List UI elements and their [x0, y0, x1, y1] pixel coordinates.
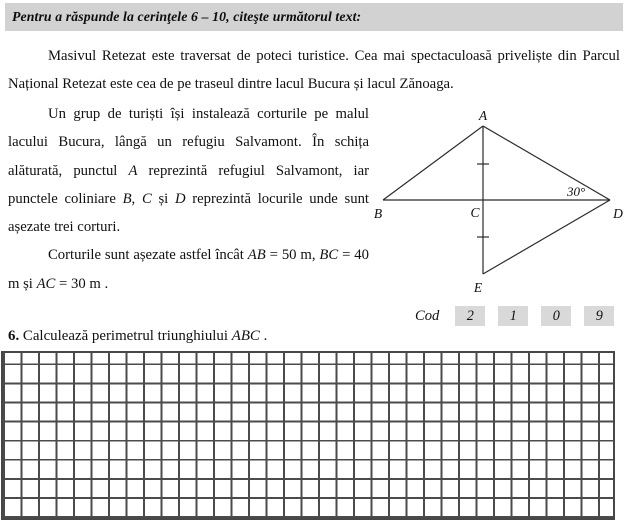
- point-d-ref: D: [174, 190, 186, 207]
- code-digit-box: 9: [584, 306, 614, 326]
- segment-ab-ref: AB: [247, 247, 266, 264]
- setup-text: reprezintă refugiul Salvamont, iar punctele coliniare: [8, 162, 370, 207]
- point-c-ref: C: [141, 190, 152, 207]
- question-end: .: [259, 328, 268, 344]
- point-label-b: B: [373, 206, 383, 221]
- measures-paragraph: [8, 241, 369, 298]
- segment-ac-ref: AC: [36, 275, 56, 292]
- segment-ad: [483, 126, 610, 200]
- geometry-figure: [368, 106, 627, 300]
- question-6: [8, 326, 620, 346]
- setup-paragraph: [8, 100, 369, 241]
- segment-ed: [483, 200, 610, 274]
- setup-text: Un grup de turiști își instalează corturile pe malul lacului Bucura, lângă un refugiu Salvamont. În schița alăturată, punctul: [8, 106, 369, 179]
- measures-text: Corturile sunt așezate astfel încât: [48, 247, 248, 264]
- segment-ba: [383, 126, 483, 200]
- text-column: [8, 100, 369, 298]
- setup-text: și: [151, 190, 175, 207]
- code-row: [415, 306, 614, 326]
- answer-grid: [1, 351, 615, 520]
- question-number: 6.: [8, 328, 20, 344]
- point-label-c: C: [470, 205, 480, 220]
- instruction-banner: [5, 3, 623, 31]
- point-a-ref: A: [128, 162, 138, 179]
- instruction-banner-text: Pentru a răspunde la cerinţele 6 – 10, citeşte următorul text:: [12, 9, 362, 24]
- measures-text: = 40 m și: [8, 247, 369, 292]
- triangle-abc-ref: ABC: [231, 328, 260, 344]
- measures-text: = 50 m,: [265, 247, 320, 264]
- point-label-e: E: [473, 280, 483, 295]
- point-label-a: A: [478, 108, 488, 123]
- measures-text: = 30 m .: [55, 275, 109, 292]
- angle-label-30: 30°: [567, 184, 586, 199]
- question-text: Calculează perimetrul triunghiului: [19, 328, 232, 344]
- segment-bc-ref: BC: [319, 247, 339, 264]
- point-label-d: D: [613, 206, 623, 221]
- code-digit-box: 0: [541, 306, 571, 326]
- code-digit-box: 1: [498, 306, 528, 326]
- setup-text: reprezintă locurile unde sunt așezate trei corturi.: [8, 190, 370, 236]
- intro-paragraph: [8, 42, 620, 98]
- point-b-ref: B: [122, 190, 132, 207]
- setup-text: ,: [131, 190, 142, 207]
- code-digit-box: 2: [455, 306, 485, 326]
- code-label: Cod: [415, 307, 440, 324]
- intro-text: Masivul Retezat este traversat de poteci turistice. Cea mai spectaculoasă priveliște din Parcul Național Retezat este cea de pe traseul dintre lacul Bucura și lacul Zănoaga.: [8, 48, 620, 92]
